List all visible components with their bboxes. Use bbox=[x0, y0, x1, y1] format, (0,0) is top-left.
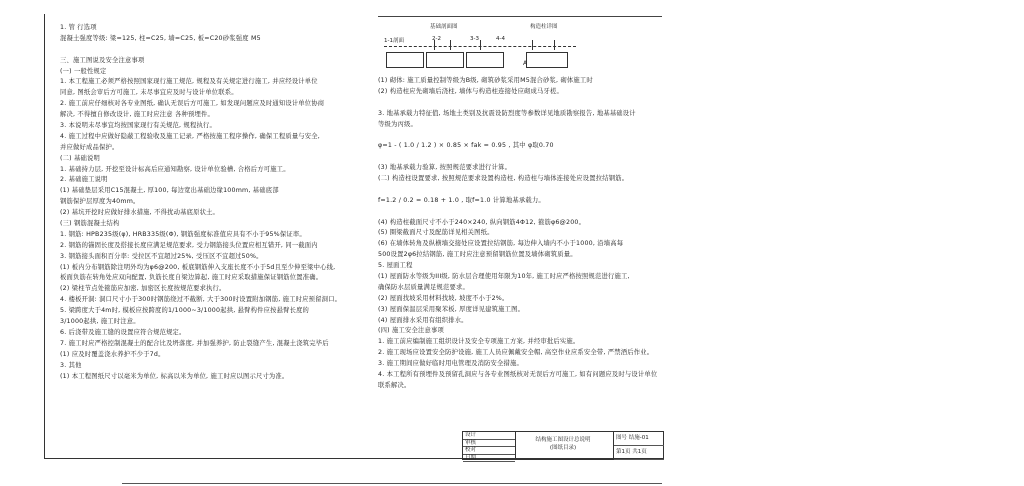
title-block bbox=[462, 431, 664, 460]
text-line: 三、施工图说及安全注意事项 bbox=[60, 56, 145, 64]
diagram-tick bbox=[480, 40, 481, 50]
text-line bbox=[60, 45, 370, 56]
title-block-info bbox=[613, 432, 664, 459]
text-line: 并应做好成品保护。 bbox=[60, 143, 119, 151]
diagram-tick bbox=[434, 40, 435, 50]
drawing-number: 图号 结施-01 bbox=[614, 432, 664, 446]
text-line: 2. 钢筋的锚固长度及搭接长度应满足规范要求, 受力钢筋接头位置应相互错开, 同一截面内 bbox=[60, 241, 318, 249]
text-line: 3/1000起拱, 施工时注意。 bbox=[60, 318, 140, 326]
text-line: (1) 本工程图纸尺寸以毫米为单位, 标高以米为单位, 施工时应以图示尺寸为准。 bbox=[60, 372, 289, 380]
text-line: (2) 屋面找坡采用材料找坡, 坡度不小于2%。 bbox=[378, 294, 509, 302]
diagram-title-left: 基础剖面图 bbox=[430, 24, 458, 30]
text-line: 等级为丙级。 bbox=[378, 120, 417, 128]
text-line bbox=[378, 185, 662, 196]
diagram-tick bbox=[450, 40, 451, 50]
text-line: (2) 梁柱节点处箍筋应加密, 加密区长度按规范要求执行。 bbox=[60, 285, 226, 293]
sheet-number: 第1页 共1页 bbox=[614, 446, 664, 460]
text-line: (4) 屋面排水采用有组织排水。 bbox=[378, 316, 468, 324]
drawing-name-line: (图纸目录) bbox=[549, 445, 577, 451]
text-line: 5. 屋面工程 bbox=[378, 262, 413, 270]
diagram-title-right: 构造柱详图 bbox=[530, 24, 558, 30]
text-line: φ=1 - ( 1.0 / 1.2 ) × 0.85 × fak = 0.95 , 其中 φ取0.70 bbox=[378, 142, 554, 150]
text-line: 解决, 不得擅自修改设计, 施工时应注意 各种预埋件。 bbox=[60, 111, 214, 119]
text-line: (2) 基坑开挖时应做好排水措施, 不得扰动基底原状土。 bbox=[60, 209, 220, 217]
title-block-row: 审核 bbox=[463, 440, 515, 448]
top-border-line bbox=[378, 16, 662, 17]
text-line: 3. 地基承载力特征值, 场地土类别及抗震设防烈度等参数详见地质勘察报告, 地基基础设计 bbox=[378, 109, 636, 117]
text-line: (四) 施工安全注意事项 bbox=[378, 327, 444, 335]
text-line: 3. 钢筋接头面积百分率: 受拉区不宜超过25%, 受压区不宜超过50%。 bbox=[60, 252, 263, 260]
text-line: 1. 基础持力层, 开挖至设计标高后应通知勘察, 设计单位验槽, 合格后方可施工。 bbox=[60, 165, 290, 173]
text-line bbox=[378, 152, 662, 163]
diagram-label: 1-1剖面 bbox=[384, 38, 404, 44]
drawing-name-line: 结构施工图设计总说明 bbox=[535, 437, 591, 443]
text-line: 7. 施工时应严格控制混凝土的配合比及坍落度, 并加强养护, 防止裂缝产生, 混凝土浇筑完毕后 bbox=[60, 339, 329, 347]
title-block-row: 日期 bbox=[463, 455, 515, 463]
diagram-tick bbox=[554, 40, 555, 50]
diagram-box bbox=[466, 52, 504, 68]
text-line: 确保防水层质量满足规范要求。 bbox=[378, 283, 469, 291]
title-block-row: 校对 bbox=[463, 447, 515, 455]
text-line: (二) 构造柱设置要求, 按照规范要求设置构造柱, 构造柱与墙体连接处应设置拉结钢筋。 bbox=[378, 175, 629, 183]
diagram-label: 4-4 bbox=[496, 36, 505, 42]
text-line: (3) 地基承载力验算, 按照规范要求进行计算。 bbox=[378, 164, 512, 172]
text-line: 钢筋保护层厚度为40mm。 bbox=[60, 198, 140, 206]
text-line: 500设置2φ6拉结钢筋, 施工时应注意预留钢筋位置及墙体砌筑质量。 bbox=[378, 251, 577, 259]
text-line: (1) 砌体: 施工质量控制等级为B级, 砌筑砂浆采用M5混合砂浆, 砌体施工时 bbox=[378, 77, 593, 84]
text-line: 3. 施工期间应做好临时用电管理及消防安全措施。 bbox=[378, 360, 524, 368]
text-line: (5) 圈梁截面尺寸及配筋详见相关图纸。 bbox=[378, 229, 494, 237]
text-line: 2. 施工现场应设置安全防护设施, 施工人员应佩戴安全帽, 高空作业应系安全带, 严禁酒后作业。 bbox=[378, 349, 654, 357]
title-block-grid bbox=[463, 432, 516, 459]
diagram-box bbox=[386, 52, 424, 68]
diagram-box bbox=[526, 52, 568, 68]
text-line: 4. 楼板开洞: 洞口尺寸小于300时钢筋绕过不截断, 大于300时设置附加钢筋, 施工时应预留洞口。 bbox=[60, 296, 342, 304]
text-line: (1) 屋面防水等级为III级, 防水层合理使用年限为10年, 施工时应严格按照规范进行施工, bbox=[378, 273, 630, 281]
diagram-tick bbox=[532, 40, 533, 50]
text-line: 混凝土强度等级: 梁=125, 柱=C25, 墙=C25, 板=C20砂浆强度 M5 bbox=[60, 34, 261, 42]
diagram-label: 2-2 bbox=[432, 36, 441, 42]
text-line bbox=[378, 98, 662, 109]
text-line: (1) 应及时覆盖浇水养护不少于7d。 bbox=[60, 350, 165, 358]
text-line: 2. 基础施工说明 bbox=[60, 176, 108, 184]
title-block-row: 设计 bbox=[463, 432, 515, 440]
diagram-label: 3-3 bbox=[470, 36, 479, 42]
text-line: 5. 梁跨度大于4m时, 模板应按跨度的1/1000~3/1000起拱, 悬臂构件应按悬臂长度的 bbox=[60, 307, 310, 315]
text-line: (三) 钢筋混凝土结构 bbox=[60, 220, 120, 228]
text-line: 联系解决。 bbox=[378, 381, 411, 389]
text-line: 1. 钢筋: HPB235级(φ), HRB335级(Φ), 钢筋强度标准值应具有不小于95%保证率。 bbox=[60, 230, 306, 238]
section-diagram bbox=[384, 22, 576, 74]
text-line: (3) 屋面保温层采用聚苯板, 厚度详见建筑施工图。 bbox=[378, 305, 525, 313]
text-line: (二) 基础说明 bbox=[60, 154, 100, 162]
text-line: (4) 构造柱截面尺寸不小于240×240, 纵向钢筋4Φ12, 箍筋φ6@200。 bbox=[378, 218, 586, 226]
text-line: 3. 其他 bbox=[60, 361, 82, 369]
diagram-box bbox=[426, 52, 464, 68]
text-line: (1) 板内分布钢筋除注明外均为φ6@200, 板底钢筋伸入支座长度不小于5d且至少伸至梁中心线, bbox=[60, 263, 336, 271]
text-line bbox=[378, 207, 662, 218]
text-line: 1. 本工程施工必须严格按照国家现行施工规范, 规程及有关规定进行施工, 并应经设计单位 bbox=[60, 78, 318, 86]
text-line: 同意, 图纸会审后方可施工, 未尽事宜应及时与设计单位联系。 bbox=[60, 89, 238, 97]
text-line: (2) 构造柱应先砌墙后浇柱, 墙体与构造柱连接处应砌成马牙槎。 bbox=[378, 87, 564, 95]
left-text-column bbox=[60, 23, 370, 382]
text-line bbox=[378, 130, 662, 141]
diagram-stamp: A bbox=[523, 60, 528, 67]
text-line: (6) 在墙体转角及纵横墙交接处应设置拉结钢筋, 每边伸入墙内不小于1000, 沿墙高每 bbox=[378, 240, 624, 248]
text-line: 板面负筋在转角处应双向配置, 负筋长度自梁边算起, 施工时应采取措施保证钢筋位置准确。 bbox=[60, 274, 323, 282]
text-line: f=1.2 / 0.2 = 0.18 + 1.0 , 取f=1.0 计算地基承载力。 bbox=[378, 196, 545, 204]
drawing-name bbox=[518, 436, 608, 452]
text-line: 3. 本说明未尽事宜均按国家现行有关规范, 规程执行。 bbox=[60, 122, 216, 130]
text-line: (一) 一般性规定 bbox=[60, 67, 107, 75]
text-line: 4. 施工过程中应做好隐蔽工程验收及施工记录, 严格按施工程序操作, 确保工程质量与安全, bbox=[60, 132, 321, 140]
text-line: 1. 施工前应编制施工组织设计及安全专项施工方案, 并经审批后实施。 bbox=[378, 338, 580, 346]
text-line: (1) 基础垫层采用C15混凝土, 厚100, 每边宽出基础边缘100mm, 基础底部 bbox=[60, 187, 279, 195]
text-line: 1. 管 行选项 bbox=[60, 24, 97, 31]
right-text-column bbox=[378, 76, 662, 392]
bottom-border-line bbox=[122, 483, 662, 484]
text-line: 6. 后浇带及施工缝的设置应符合规范规定。 bbox=[60, 328, 186, 336]
text-line: 2. 施工前应仔细核对各专业图纸, 确认无误后方可施工, 如发现问题应及时通知设计单位协商 bbox=[60, 100, 325, 108]
text-line: 4. 本工程所有预埋件及预留孔洞应与各专业图纸核对无误后方可施工, 如有问题应及时与设计单位 bbox=[378, 371, 658, 379]
